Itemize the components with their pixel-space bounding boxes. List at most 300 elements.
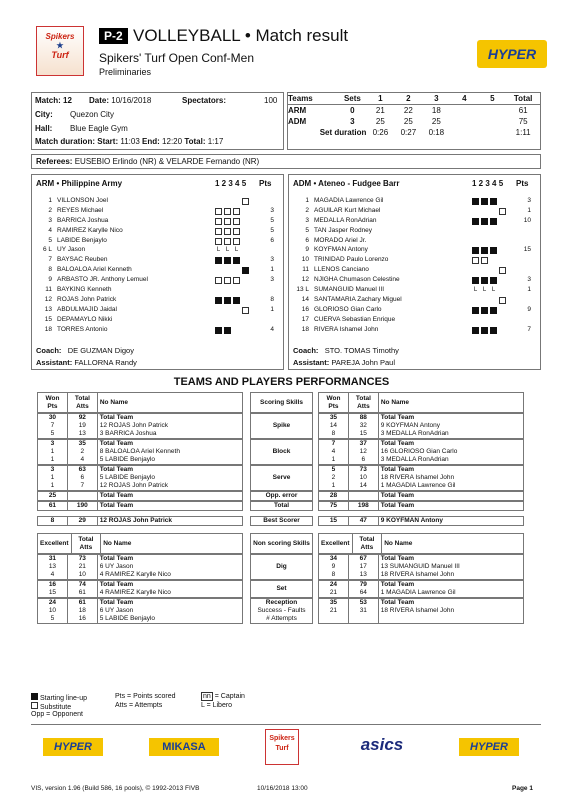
team-a-scoring-value: Total Team — [99, 466, 134, 473]
player-row — [36, 306, 280, 316]
scoring-skill-row — [251, 466, 313, 491]
score-cell: 61 — [518, 106, 528, 115]
team-a-nonscoring-value: 24 — [48, 599, 57, 606]
competition-name: Spikers' Turf Open Conf-Men — [99, 51, 255, 65]
player-points: 6 — [270, 236, 274, 244]
team-b-nonscoring-value: 18 RIVERA Ishamel John — [380, 571, 455, 578]
team-b-nonscoring-col — [348, 581, 378, 598]
team-b-best-scorer — [318, 516, 524, 526]
team-a-scoring-value: 5 — [50, 430, 55, 437]
performance-header-row — [38, 393, 243, 413]
team-a-scoring-value: 1 — [50, 482, 55, 489]
score-cell — [478, 116, 506, 127]
player-points: 3 — [527, 276, 531, 284]
team-b-nonscoring-value: 21 — [329, 607, 338, 614]
scoring-skill-cell — [251, 502, 313, 511]
team-a-scoring-col — [97, 414, 242, 439]
performance-header — [37, 533, 243, 554]
team-b-scoring-value: 28 — [329, 492, 338, 499]
set-lineup-cell — [481, 247, 488, 254]
set-lineup-cell — [472, 228, 479, 235]
player-row — [293, 266, 537, 276]
set-lineup-cell — [251, 307, 258, 314]
scoring-skill — [250, 501, 313, 511]
player-number: 13 — [44, 305, 52, 313]
team-b-scoring-row — [319, 502, 524, 511]
set-duration-cell: 1:11 — [515, 128, 531, 137]
team-b-nonscoring-value: 17 — [359, 563, 367, 570]
set-lineup-cell — [224, 307, 231, 314]
team-a-nonscoring-value: Total Team — [99, 599, 134, 606]
team-a-nonscoring-col — [97, 581, 242, 598]
team-b-scoring-value: Total Team — [380, 502, 415, 509]
score-table — [288, 93, 540, 138]
player-row — [293, 296, 537, 306]
scoring-skill — [250, 491, 313, 501]
team-a-best-scorer-col — [97, 517, 242, 526]
match-info-box: Match: 12 Date: 10/16/2018 Spectators: 100 City: Quezon City Hall: Blue Eagle Gym Match duration: Start: 11:03 End: 12:20 Total: 1:17 — [31, 92, 284, 150]
team-b-nonscoring-value: 1 MAGADIA Lawrence Gil — [380, 589, 456, 596]
team-a-scoring-value: 63 — [78, 466, 86, 473]
player-row — [293, 306, 537, 316]
team-b-scoring-value: 1 — [331, 456, 336, 463]
nonscoring-skill — [250, 598, 313, 624]
set-lineup-cell: L — [473, 287, 478, 294]
team-b-scoring-value: 4 — [331, 448, 336, 455]
team-b-nonscoring-col — [319, 599, 349, 624]
team-b-name: ADM • Ateneo - Fudgee Barr — [293, 179, 400, 188]
team-b-scoring-value: 37 — [359, 440, 367, 447]
team-b-scoring-value: 3 MEDALLA RonAdrian — [380, 456, 449, 463]
set-lineup-cell — [233, 208, 240, 215]
team-b-nonscoring-row — [319, 555, 524, 580]
set-lineup-cell — [224, 297, 231, 304]
set-lineup-cell — [472, 238, 479, 245]
team-b-nonscoring-row — [319, 581, 524, 598]
score-row — [288, 105, 540, 117]
performance-header-cell: Total Atts — [348, 393, 378, 413]
team-b-scoring-col — [319, 414, 349, 439]
set-duration-cell — [478, 127, 506, 138]
set-lineup-cell — [472, 218, 479, 225]
performance-header-cell: Won Pts — [38, 393, 68, 413]
performance-header-row — [319, 534, 524, 554]
team-a-nonscoring-value: 5 — [50, 615, 55, 622]
set-lineup-cell — [508, 327, 515, 334]
team-b-nonscoring-col — [348, 555, 378, 580]
performance-header-cell: Total Atts — [67, 393, 97, 413]
set-lineup-cell — [472, 267, 479, 274]
player-row — [36, 266, 280, 276]
hyper-logo: HYPER — [459, 738, 519, 756]
team-a-nonscoring-value: Total Team — [99, 581, 134, 588]
team-b-scoring-col — [319, 492, 349, 501]
set-lineup-cell — [242, 297, 249, 304]
set-lineup-cell — [490, 257, 497, 264]
skills-header-cell — [251, 534, 313, 554]
team-a-best-scorer-row — [38, 517, 243, 526]
set-lineup-cell — [499, 307, 506, 314]
team-a-nonscoring-col — [67, 555, 97, 580]
team-a-scoring-col — [67, 502, 97, 511]
team-b-scoring-row — [319, 414, 524, 439]
score-header-cell: 5 — [478, 93, 506, 105]
team-b-best-scorer-col — [378, 517, 523, 526]
team-a-scoring-value: 12 ROJAS John Patrick — [99, 422, 169, 429]
player-name: TRINIDAD Paulo Lorenzo — [314, 256, 389, 264]
team-a-scoring-row — [38, 414, 243, 439]
player-points: 3 — [270, 256, 274, 264]
set-lineup-cell — [481, 317, 488, 324]
set-lineup-cell — [251, 317, 258, 324]
team-b-scoring-value: 88 — [359, 414, 367, 421]
team-b-nonscoring-value: 35 — [329, 599, 338, 606]
team-a-nonscoring-value: 4 — [50, 571, 55, 578]
set-lineup-cell — [472, 297, 479, 304]
set-lineup-cell — [508, 267, 515, 274]
set-lineup-cell — [508, 287, 515, 294]
score-cell — [450, 105, 478, 117]
set-lineup-cell — [508, 297, 515, 304]
team-a-nonscoring-value: 6 UY Jason — [99, 607, 134, 614]
team-a-nonscoring-value: 61 — [78, 589, 86, 596]
set-lineup-cell — [224, 267, 231, 274]
scoring-skill-cell — [251, 492, 313, 501]
team-a-nonscoring-value: 31 — [48, 555, 57, 562]
team-b-player-list — [293, 197, 537, 335]
team-a-scoring-value: 25 — [48, 492, 57, 499]
set-lineup-cell — [251, 247, 258, 254]
player-name: TORRES Antonio — [57, 325, 108, 333]
set-lineup-cell — [251, 257, 258, 264]
player-number: 16 — [301, 305, 309, 313]
player-points: 3 — [270, 276, 274, 284]
team-a-nonscoring-value: 16 — [78, 615, 86, 622]
player-name: BALOALOA Ariel Kenneth — [57, 266, 132, 274]
team-b-scoring-value: 198 — [357, 502, 369, 509]
team-a-nonscoring-value: 6 UY Jason — [99, 563, 134, 570]
set-lineup-cell — [499, 287, 506, 294]
player-number: 8 — [48, 266, 52, 274]
score-header-cell: 2 — [394, 93, 422, 105]
team-a-scoring-value: 2 — [80, 448, 85, 455]
player-name: LLENOS Canciano — [314, 266, 369, 274]
team-b-scoring-value: Total Team — [380, 466, 415, 473]
team-a-box: ARM • Philippine Army 1 2 3 4 5 Pts 1 VILLONSON Joel 2 REYES Michael 3 3 BARRICA Joshua 5 4 RAMIREZ Karylle Nico 5 5 LABIDE Benjaylo 6 6 L UY Jason L L L 7 BAYSAC Reuben 3 8 BALOALOA Ariel Kenneth 1 9 ARBASTO JR. Anthony Lemuel 3 11 BAYKING Kenneth 12 ROJAS John Patrick 8 13 ABDULMAJID Jaidal 1 15 DEPAMAYLO Nikki 18 TORRES Antonio 4 Coach: DE GUZMAN Digoy Assistant: FALLORNA Randy — [31, 174, 284, 370]
set-lineup-cell — [251, 267, 258, 274]
player-points: 9 — [527, 305, 531, 313]
player-number: 15 — [44, 315, 52, 323]
team-a-scoring-col — [38, 466, 68, 491]
page-title: VOLLEYBALL • Match result — [133, 26, 349, 45]
team-a-nonscoring-value: 4 RAMIREZ Karylle Nico — [99, 589, 171, 596]
player-row — [293, 316, 537, 326]
scoring-skill-text: Spike — [272, 422, 291, 429]
player-points: 15 — [523, 246, 531, 254]
set-lineup-cell — [242, 218, 249, 225]
team-a-scoring — [37, 465, 243, 491]
scoring-skill — [250, 439, 313, 465]
player-name: ARBASTO JR. Anthony Lemuel — [57, 276, 148, 284]
team-a-scoring-value: 5 LABIDE Benjaylo — [99, 474, 156, 481]
player-points: 1 — [527, 206, 531, 214]
score-header-cell: 3 — [422, 93, 450, 105]
team-a-scoring-value: 4 — [80, 456, 85, 463]
team-a-scoring-value: 7 — [80, 482, 85, 489]
performance-header — [318, 392, 524, 413]
player-name: SANTAMARIA Zachary Miguel — [314, 295, 402, 303]
set-lineup-cell — [481, 297, 488, 304]
team-a-scoring-value: 92 — [78, 414, 86, 421]
team-b-scoring-value: 14 — [329, 422, 338, 429]
set-lineup-cell — [215, 238, 222, 245]
player-points: 1 — [270, 266, 274, 274]
set-lineup-cell — [499, 198, 506, 205]
team-b-scoring-col — [319, 440, 349, 465]
set-lineup-cell — [233, 277, 240, 284]
team-b-scoring-value: 18 RIVERA Ishamel John — [380, 474, 455, 481]
set-lineup-cell — [242, 198, 249, 205]
set-lineup-cell — [472, 327, 479, 334]
player-name: TAN Jasper Rodney — [314, 226, 373, 234]
nonscoring-skill-cell — [251, 555, 313, 580]
player-name: ABDULMAJID Jaidal — [57, 305, 117, 313]
set-lineup-cell — [499, 247, 506, 254]
set-lineup-cell — [490, 307, 497, 314]
team-b-scoring-value: 6 — [361, 456, 366, 463]
team-a-scoring-value: 1 — [50, 456, 55, 463]
team-a-scoring-value: Total Team — [99, 492, 134, 499]
player-row — [36, 207, 280, 217]
score-cell: ADM — [288, 117, 307, 126]
score-box — [287, 92, 541, 150]
set-lineup-cell — [242, 277, 249, 284]
scoring-skill-row — [251, 502, 313, 511]
set-lineup-cell — [481, 327, 488, 334]
skills-header — [250, 392, 313, 413]
player-name: UY Jason — [57, 246, 86, 254]
team-a-scoring-value: 19 — [78, 422, 86, 429]
team-a-scoring-value: Total Team — [99, 502, 134, 509]
set-lineup-cell — [215, 307, 222, 314]
nonscoring-skill-row — [251, 599, 313, 624]
set-lineup-cell — [215, 228, 222, 235]
set-lineup-cell — [233, 307, 240, 314]
performance-header-cell: No Name — [97, 393, 242, 413]
team-a-nonscoring-value: 18 — [78, 607, 86, 614]
set-lineup-cell — [481, 307, 488, 314]
team-b-scoring-value: 1 — [331, 482, 336, 489]
asics-logo: asics — [360, 735, 404, 754]
set-lineup-cell — [490, 238, 497, 245]
team-b-nonscoring-value: Total Team — [380, 555, 415, 562]
player-points: 5 — [270, 216, 274, 224]
set-lineup-cell — [490, 228, 497, 235]
set-lineup-cell — [481, 198, 488, 205]
team-a-scoring-col — [67, 440, 97, 465]
player-row — [293, 237, 537, 247]
player-points: 8 — [270, 295, 274, 303]
performance-header-cell: Excellent — [319, 534, 353, 554]
set-lineup-cell — [224, 327, 231, 334]
set-lineup-cell — [251, 228, 258, 235]
team-a-nonscoring-col — [67, 581, 97, 598]
team-b-best-scorer-row — [319, 517, 524, 526]
set-lineup-cell — [224, 228, 231, 235]
spikers-turf-logo: Spikers Turf — [265, 729, 299, 765]
team-b-nonscoring-value: 31 — [359, 607, 367, 614]
nonscoring-skill-cell — [251, 581, 313, 598]
team-a-player-list — [36, 197, 280, 335]
team-b-nonscoring-value: 13 SUMANGUID Manuel III — [380, 563, 460, 570]
team-a-scoring-col — [97, 440, 242, 465]
player-row — [36, 217, 280, 227]
player-name: MORADO Ariel Jr. — [314, 236, 367, 244]
player-row — [36, 256, 280, 266]
team-b-scoring-value: 75 — [329, 502, 338, 509]
set-lineup-cell — [490, 218, 497, 225]
performance-header-cell: No Name — [378, 393, 523, 413]
set-lineup-cell — [490, 277, 497, 284]
team-a-scoring-value: 13 — [78, 430, 86, 437]
team-b-nonscoring-row — [319, 599, 524, 624]
team-a-best-scorer-col — [67, 517, 97, 526]
team-b-nonscoring-value: 8 — [331, 571, 336, 578]
team-b-scoring-value: 8 — [331, 430, 336, 437]
team-a-scoring-value: 1 — [50, 474, 55, 481]
player-row — [36, 316, 280, 326]
set-lineup-cell — [242, 228, 249, 235]
team-b-nonscoring-col — [348, 599, 378, 624]
hyper-logo: HYPER — [43, 738, 103, 756]
team-a-nonscoring-col — [38, 581, 68, 598]
set-lineup-cell: L — [234, 247, 239, 254]
team-b-scoring-row — [319, 492, 524, 501]
set-lineup-cell — [233, 257, 240, 264]
spikers-turf-logo: Spikers ★ Turf — [36, 26, 84, 76]
team-a-scoring-col — [67, 414, 97, 439]
team-b-scoring-col — [378, 440, 523, 465]
mikasa-logo: MIKASA — [149, 738, 219, 756]
set-lineup-cell — [224, 317, 231, 324]
team-b-nonscoring — [318, 554, 524, 580]
team-b-nonscoring-value: 18 RIVERA Ishamel John — [380, 607, 455, 614]
set-lineup-cell — [215, 218, 222, 225]
referees: Referees: EUSEBIO Erlindo (NR) & VELARDE Fernando (NR) — [31, 154, 541, 169]
team-a-nonscoring-value: 61 — [78, 599, 86, 606]
team-a-scoring-value: 5 LABIDE Benjaylo — [99, 456, 156, 463]
player-row — [293, 217, 537, 227]
scoring-skill-text: Serve — [272, 474, 291, 481]
team-b-scoring-col — [348, 414, 378, 439]
player-points: 4 — [270, 325, 274, 333]
set-lineup-cell — [499, 297, 506, 304]
player-row — [293, 276, 537, 286]
score-cell: 21 — [375, 106, 385, 115]
team-a-nonscoring-value: 74 — [78, 581, 86, 588]
nonscoring-skill-text: Set — [276, 585, 287, 592]
team-a-best-scorer — [37, 516, 243, 526]
player-number: 14 — [301, 295, 309, 303]
player-row — [293, 246, 537, 256]
team-b-scoring-value: Total Team — [380, 492, 415, 499]
set-lineup-cell — [215, 198, 222, 205]
player-row — [36, 227, 280, 237]
sponsor-strip — [31, 724, 541, 774]
player-number: 12 — [301, 276, 309, 284]
team-a-nonscoring-value: 16 — [48, 581, 57, 588]
team-a-nonscoring-row — [38, 599, 243, 624]
hyper-logo: HYPER — [477, 40, 547, 68]
player-number: 4 — [48, 226, 52, 234]
set-lineup-cell — [224, 277, 231, 284]
set-lineup-cell — [481, 208, 488, 215]
player-row — [36, 286, 280, 296]
team-a-scoring-value: 3 BARRICA Joshua — [99, 430, 157, 437]
set-lineup-cell — [490, 198, 497, 205]
team-a-scoring-value: 8 BALOALOA Ariel Kenneth — [99, 448, 180, 455]
player-name: DEPAMAYLO Nikki — [57, 315, 113, 323]
nonscoring-skill-text: Reception — [265, 599, 298, 606]
set-lineup-cell — [242, 287, 249, 294]
player-number: 6 L — [42, 246, 52, 254]
player-points: 3 — [527, 197, 531, 204]
team-b-scoring-value: 15 — [359, 430, 367, 437]
best-scorer-label-row — [251, 517, 313, 526]
score-cell: 0 — [350, 106, 355, 115]
team-b-nonscoring-value: 9 — [331, 563, 336, 570]
team-a-scoring-value: 6 — [80, 474, 85, 481]
set-lineup-cell — [242, 307, 249, 314]
score-cell: 25 — [403, 117, 413, 126]
team-a-best-scorer-col — [38, 517, 68, 526]
team-b-nonscoring-value: Total Team — [380, 581, 415, 588]
team-b-nonscoring-value: 24 — [329, 581, 338, 588]
set-lineup-cell — [481, 267, 488, 274]
set-lineup-cell — [481, 277, 488, 284]
player-name: VILLONSON Joel — [57, 197, 108, 204]
team-b-scoring-col — [378, 466, 523, 491]
player-number: 18 — [44, 325, 52, 333]
team-b-scoring-row — [319, 440, 524, 465]
team-b-scoring-value: Total Team — [380, 414, 415, 421]
team-b-nonscoring-value: 64 — [359, 589, 367, 596]
team-a-best-scorer-value: 12 ROJAS John Patrick — [99, 517, 172, 524]
performance-header-cell: No Name — [101, 534, 243, 554]
player-number: 13 L — [296, 286, 309, 294]
nonscoring-skill-text: Success - Faults — [257, 607, 306, 614]
player-name: AGUILAR Kurt Michael — [314, 206, 381, 214]
set-duration-row — [288, 127, 540, 138]
set-duration-cell: 0:18 — [428, 128, 445, 137]
player-row — [36, 296, 280, 306]
player-number: 3 — [305, 216, 309, 224]
player-name: RIVERA Ishamel John — [314, 325, 379, 333]
player-points: 5 — [270, 226, 274, 234]
team-a-nonscoring-col — [97, 555, 242, 580]
set-lineup-cell: L — [216, 247, 221, 254]
player-number: 5 — [305, 226, 309, 234]
set-lineup-cell — [233, 297, 240, 304]
player-name: BARRICA Joshua — [57, 216, 109, 224]
team-b-scoring-value: 9 KOYFMAN Antony — [380, 422, 440, 429]
set-lineup-cell — [224, 218, 231, 225]
team-b-best-scorer-col — [319, 517, 349, 526]
scoring-skill-text: Opp. error — [265, 492, 298, 499]
player-row — [36, 246, 280, 256]
set-lineup-cell: L — [482, 287, 487, 294]
player-name: REYES Michael — [57, 206, 104, 214]
